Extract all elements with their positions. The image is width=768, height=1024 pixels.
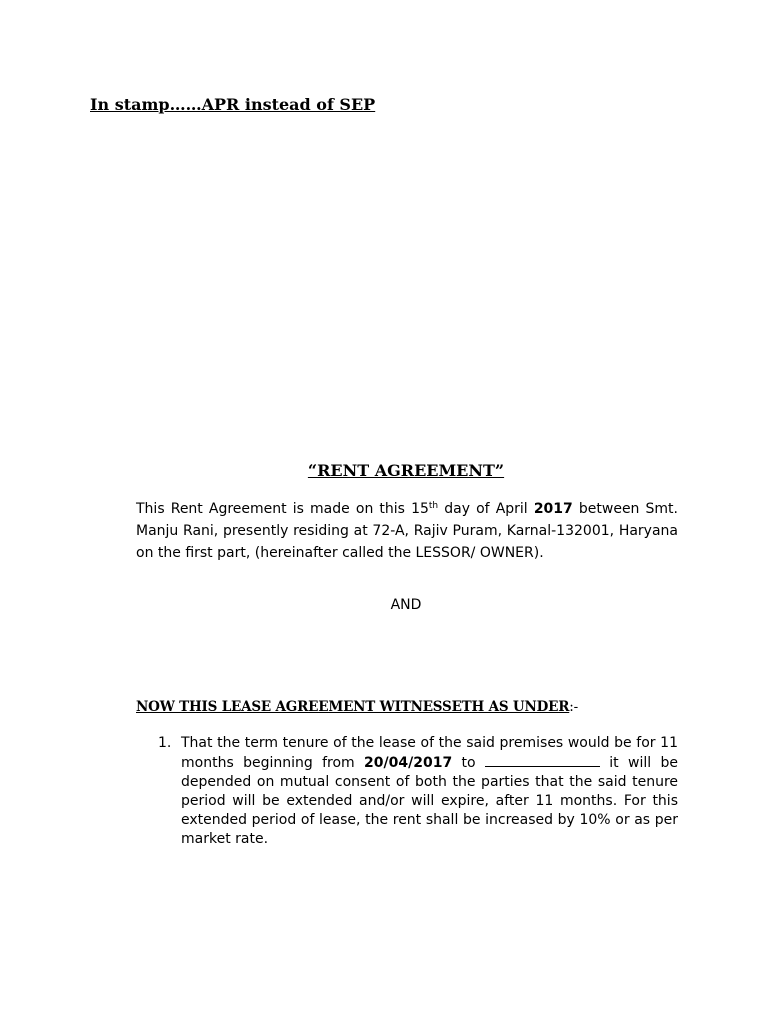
stamp-correction-note: In stamp……APR instead of SEP (90, 95, 376, 114)
clause-1-part-3: it will be depended on mutual consent of both the parties that the said tenure period will be extended and/or will expire, after 11 months. For this extended period of lease, the rent shall be increased by 10% or as per market rate. (181, 755, 678, 847)
lease-start-date: 20/04/2017 (364, 755, 453, 771)
witnesseth-heading-tail: :- (569, 699, 578, 715)
lease-end-date-blank (485, 753, 600, 767)
intro-text-part-1: This Rent Agreement is made on this 15 (136, 501, 429, 517)
agreement-year: 2017 (533, 501, 573, 517)
intro-paragraph (136, 498, 678, 564)
clause-number: 1. (158, 735, 172, 751)
clause-1-text (181, 734, 678, 849)
and-separator: AND (390, 597, 422, 613)
witnesseth-heading-text: NOW THIS LEASE AGREEMENT WITNESSETH AS UNDER (136, 699, 570, 715)
document-title: “RENT AGREEMENT” (307, 461, 505, 480)
clause-1-part-1: That the term tenure of the lease of the said premises would be for 11 months beginning from (181, 735, 678, 771)
intro-text-part-2: day of April (438, 501, 534, 517)
clause-1-part-2: to (452, 755, 485, 771)
day-ordinal-suffix: th (428, 501, 439, 511)
intro-text-part-3: between Smt. Manju Rani, presently residing at 72-A, Rajiv Puram, Karnal-132001, Haryana on the first part, (hereinafter called the LESSOR/ OWNER). (136, 501, 679, 561)
witnesseth-heading (136, 699, 578, 715)
